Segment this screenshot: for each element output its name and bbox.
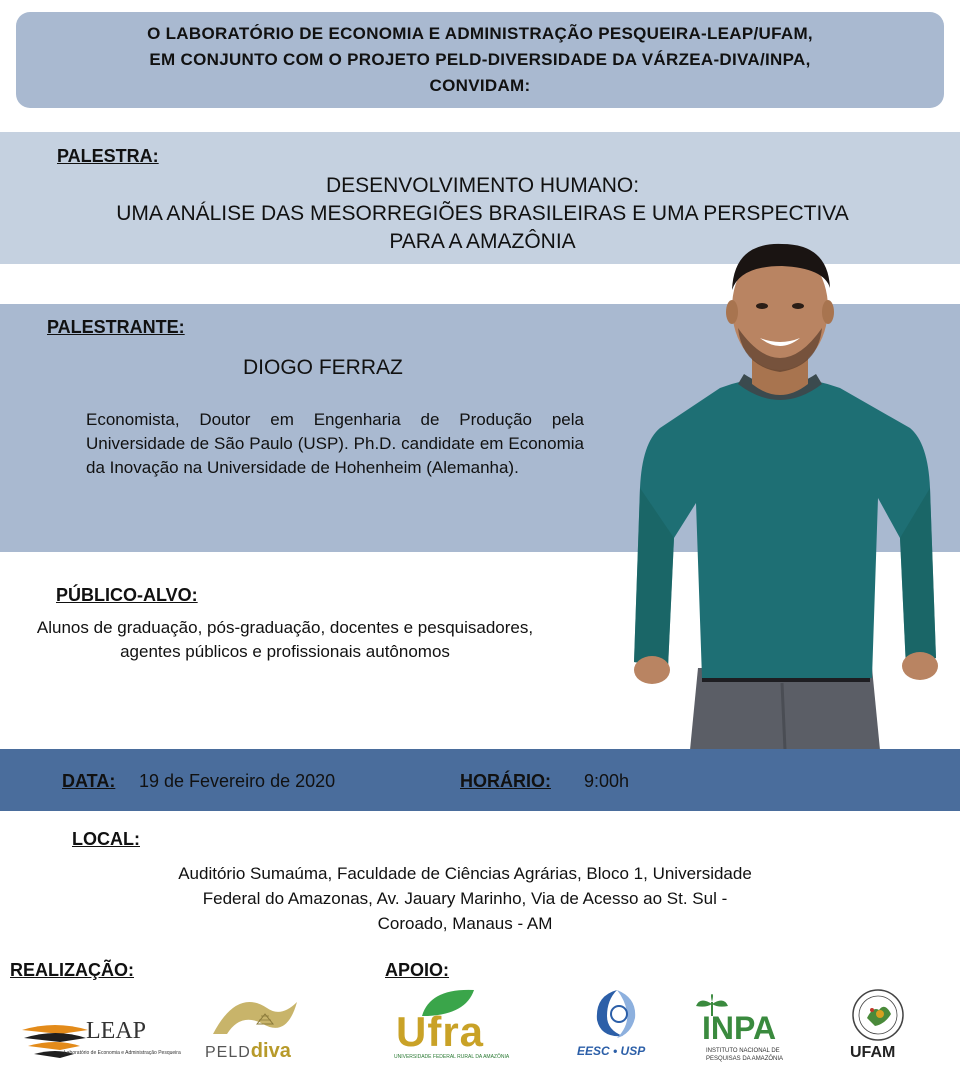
local-label: LOCAL: xyxy=(72,829,140,849)
date-label: DATA: xyxy=(62,771,116,791)
local-text xyxy=(90,861,840,936)
header-banner xyxy=(16,12,944,108)
inpa-logo-text: INPA xyxy=(702,1010,777,1046)
talk-title-line-1: DESENVOLVIMENTO HUMANO: xyxy=(325,174,640,197)
leap-logo-name: LEAP xyxy=(86,1018,146,1044)
ufam-seal-icon xyxy=(849,988,907,1042)
local-line-3: Coroado, Manaus - AM xyxy=(377,914,553,933)
apoio-label: APOIO: xyxy=(385,960,450,980)
eesc-usp-logo xyxy=(577,986,657,1062)
time-value: 9:00h xyxy=(584,771,630,791)
ufra-logo-text: Ufra xyxy=(396,1008,485,1055)
palestra-label: PALESTRA: xyxy=(57,146,159,166)
ufam-logo xyxy=(846,988,910,1064)
inpa-logo-subtitle-2: PESQUISAS DA AMAZÔNIA xyxy=(706,1056,784,1062)
header-line-1: O LABORATÓRIO DE ECONOMIA E ADMINISTRAÇÃO PESQUEIRA-LEAP/UFAM, xyxy=(147,24,813,43)
realizacao-label: REALIZAÇÃO: xyxy=(10,960,134,980)
peld-logo-text: PELD xyxy=(205,1044,251,1061)
eesc-logo-text: EESC • USP xyxy=(577,1044,646,1058)
local-line-1: Auditório Sumaúma, Faculdade de Ciências Agrárias, Bloco 1, Universidade xyxy=(178,864,752,883)
speaker-name: DIOGO FERRAZ xyxy=(243,356,403,379)
ufra-logo xyxy=(392,986,517,1062)
inpa-logo xyxy=(688,994,784,1064)
local-line-2: Federal do Amazonas, Av. Jauary Marinho, Via de Acesso ao St. Sul - xyxy=(202,889,728,908)
inpa-logo-subtitle-1: INSTITUTO NACIONAL DE xyxy=(706,1048,780,1054)
diva-logo-text: diva xyxy=(250,1040,291,1062)
date-value: 19 de Fevereiro de 2020 xyxy=(139,771,336,791)
audience-text: Alunos de graduação, pós-graduação, docentes e pesquisadores, agentes públicos e profissionais autônomos xyxy=(36,618,534,661)
ufra-logo-subtitle: UNIVERSIDADE FEDERAL RURAL DA AMAZÔNIA xyxy=(394,1054,510,1060)
speaker-photo xyxy=(610,238,946,750)
leap-logo xyxy=(20,1012,180,1062)
peld-diva-emblem-icon xyxy=(207,994,303,1038)
peld-diva-logo xyxy=(205,994,305,1064)
header-line-2: EM CONJUNTO COM O PROJETO PELD-DIVERSIDADE DA VÁRZEA-DIVA/INPA, xyxy=(149,50,811,69)
ufam-logo-text: UFAM xyxy=(850,1044,896,1061)
speaker-label: PALESTRANTE: xyxy=(47,317,185,337)
time-label: HORÁRIO: xyxy=(460,771,551,791)
header-line-3: CONVIDAM: xyxy=(429,76,531,95)
leap-logo-subtitle: Laboratório de Economia e Administração Pesqueira xyxy=(64,1050,181,1056)
talk-title-line-2: UMA ANÁLISE DAS MESORREGIÕES BRASILEIRAS E UMA PERSPECTIVA xyxy=(116,202,849,225)
talk-title-line-3: PARA A AMAZÔNIA xyxy=(389,230,576,253)
audience-label: PÚBLICO-ALVO: xyxy=(56,585,198,605)
eesc-emblem-icon xyxy=(587,986,647,1042)
speaker-bio: Economista, Doutor em Engenharia de Produção pela Universidade de São Paulo (USP). Ph.D. candidate em Economia da Inovação na Universidade de Hohenheim (Alemanha). xyxy=(86,410,584,477)
